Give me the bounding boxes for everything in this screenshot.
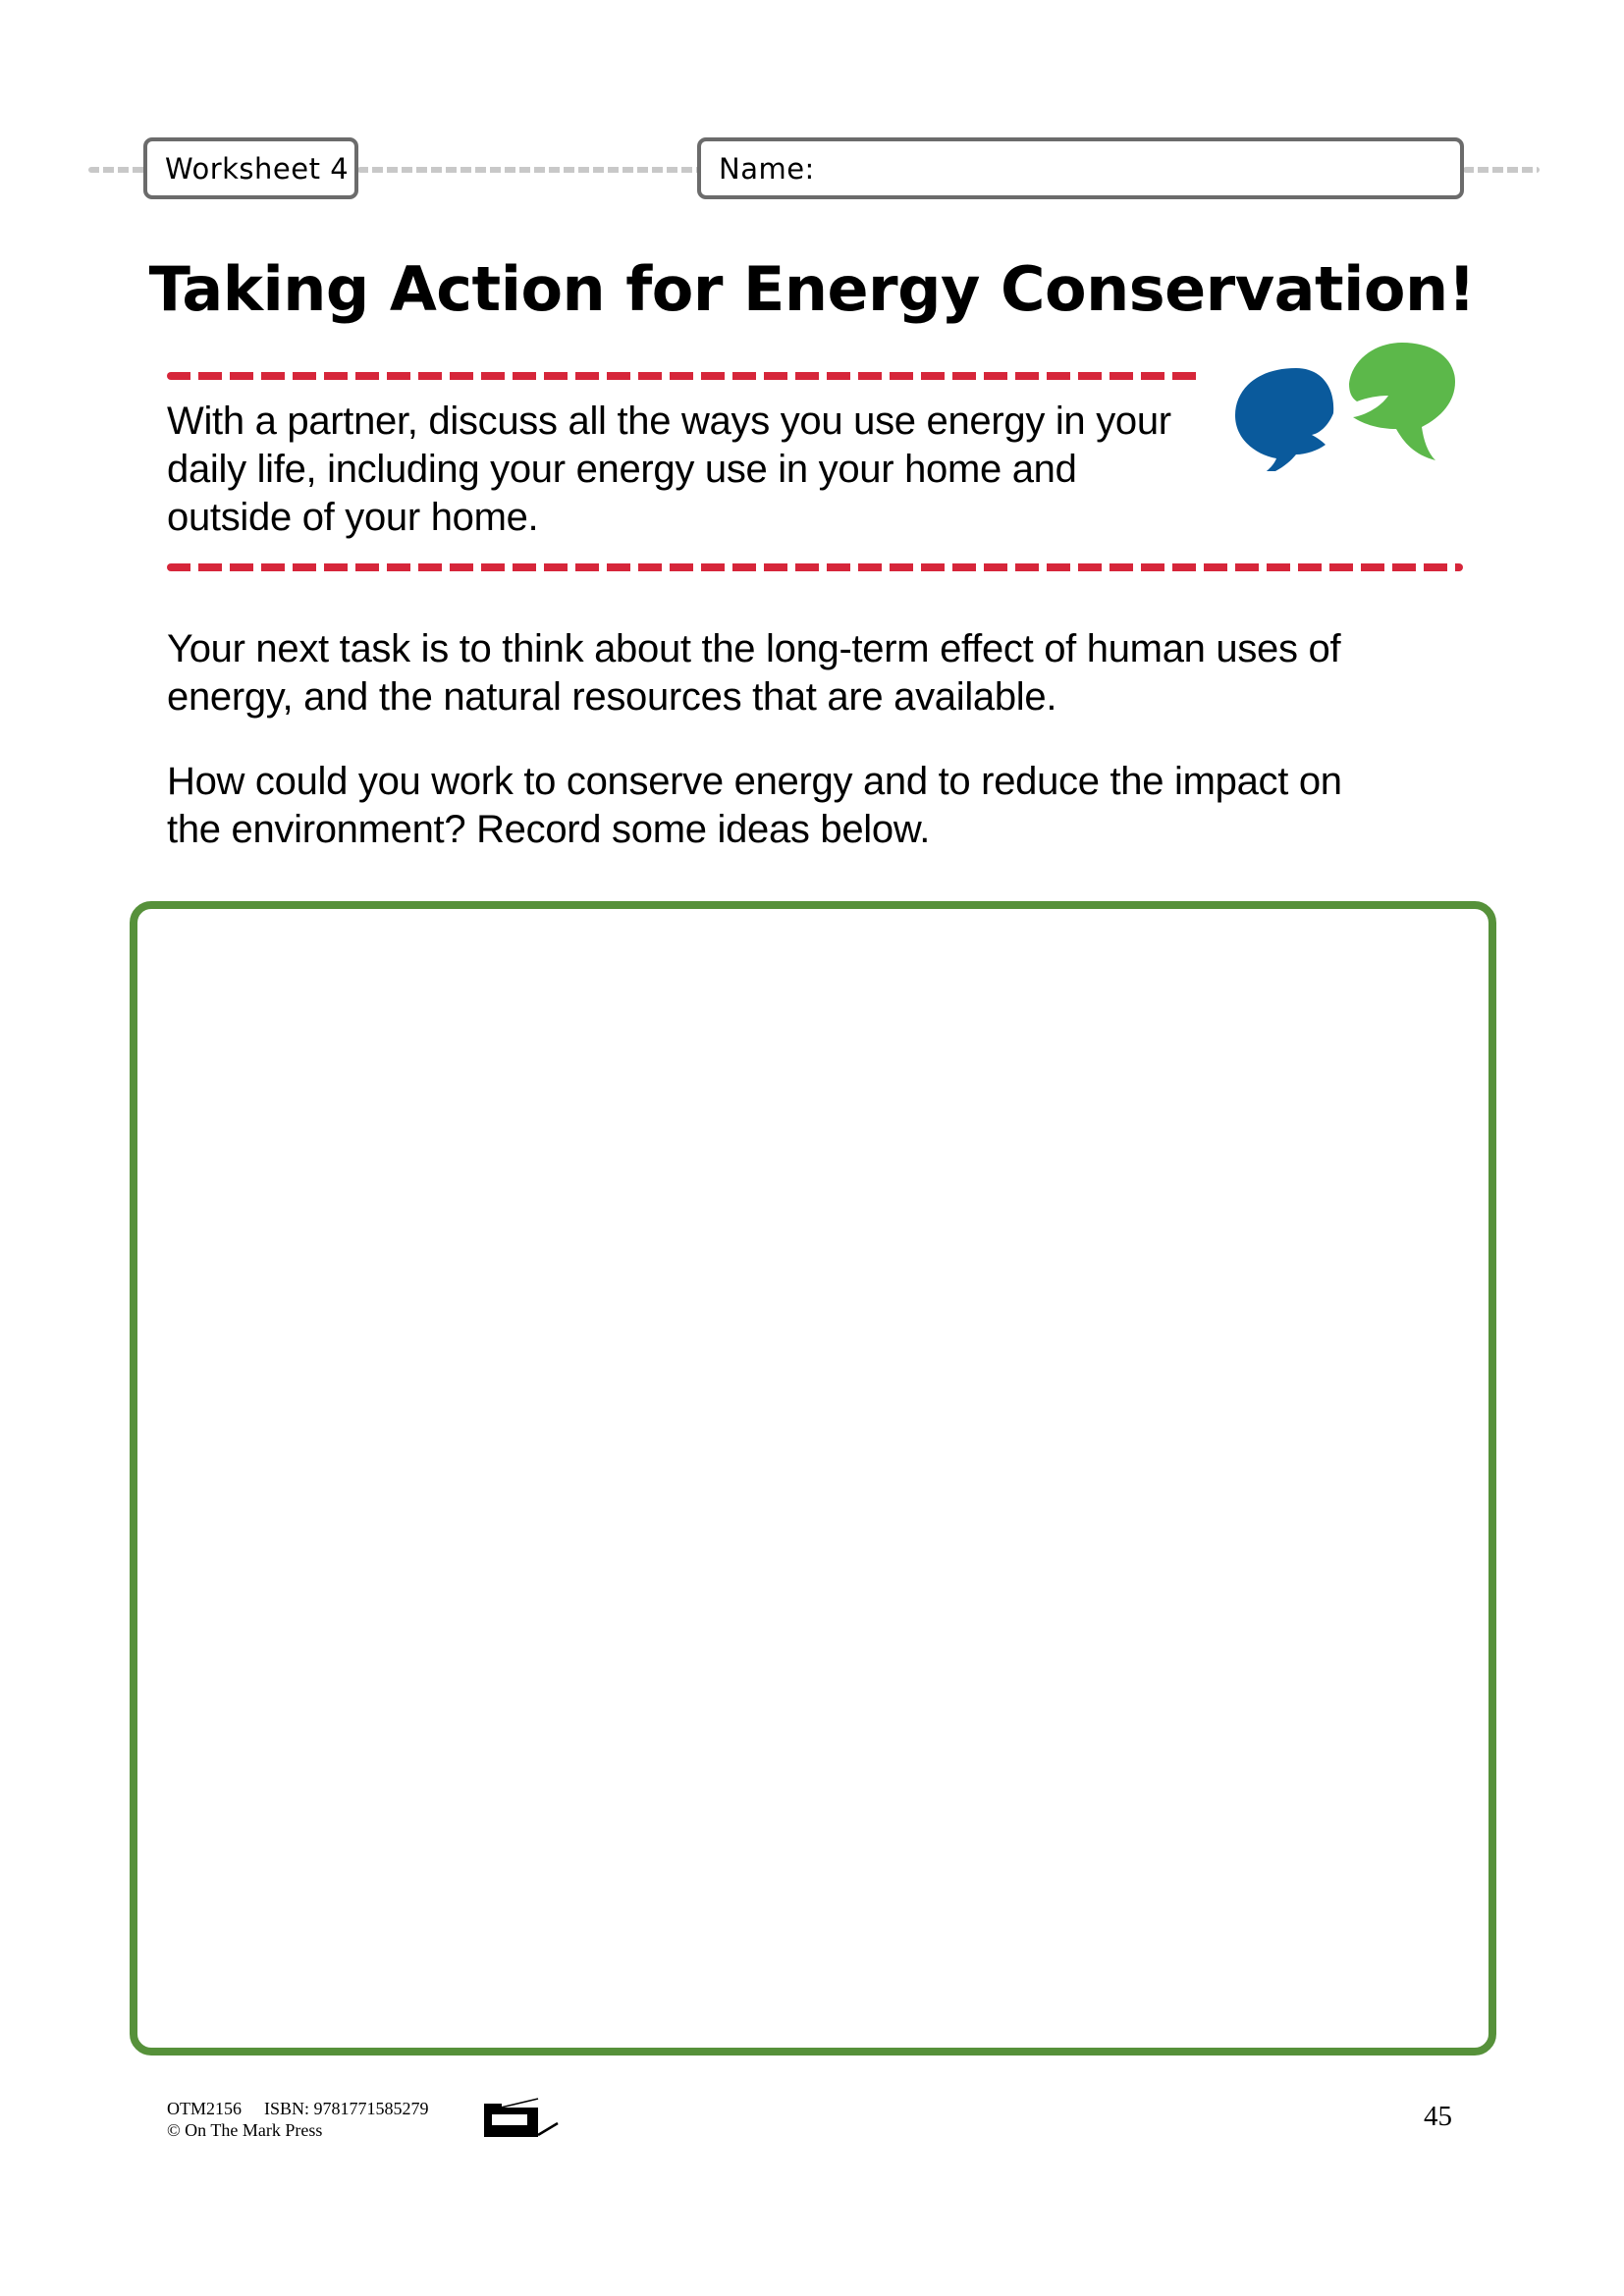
task-line: How could you work to conserve energy and to reduce the impact on [167,760,1342,803]
discussion-line: daily life, including your energy use in your home and [167,448,1077,491]
product-code: OTM2156 [167,2099,242,2118]
task-line: the environment? Record some ideas below. [167,808,931,851]
task-line: Your next task is to think about the long-term effect of human uses of [167,627,1341,670]
red-divider-bottom [167,563,1463,571]
worksheet-label: Worksheet 4 [165,151,350,186]
discussion-text [167,398,1208,542]
name-label: Name: [719,151,815,186]
red-divider-top [167,372,1200,380]
discussion-line: outside of your home. [167,496,539,539]
photocopier-icon [481,2096,560,2140]
task-paragraph-2 [167,758,1473,854]
worksheet-label-box [143,137,358,199]
header-dashed-line-right [1463,167,1540,173]
speech-bubbles-icon [1227,339,1463,471]
name-field[interactable] [697,137,1464,199]
header-dashed-line-left [88,167,147,173]
isbn: ISBN: 9781771585279 [264,2099,429,2118]
task-paragraph-1 [167,625,1473,721]
page-number: 45 [1424,2101,1452,2132]
task-line: energy, and the natural resources that are available. [167,675,1057,719]
discussion-line: With a partner, discuss all the ways you use energy in your [167,400,1171,443]
copyright: © On The Mark Press [167,2120,323,2140]
footer-publisher-info [167,2098,429,2141]
page-title: Taking Action for Energy Conservation! [148,253,1476,325]
header-dashed-line-middle [357,167,701,173]
ideas-answer-box[interactable] [130,901,1496,2056]
